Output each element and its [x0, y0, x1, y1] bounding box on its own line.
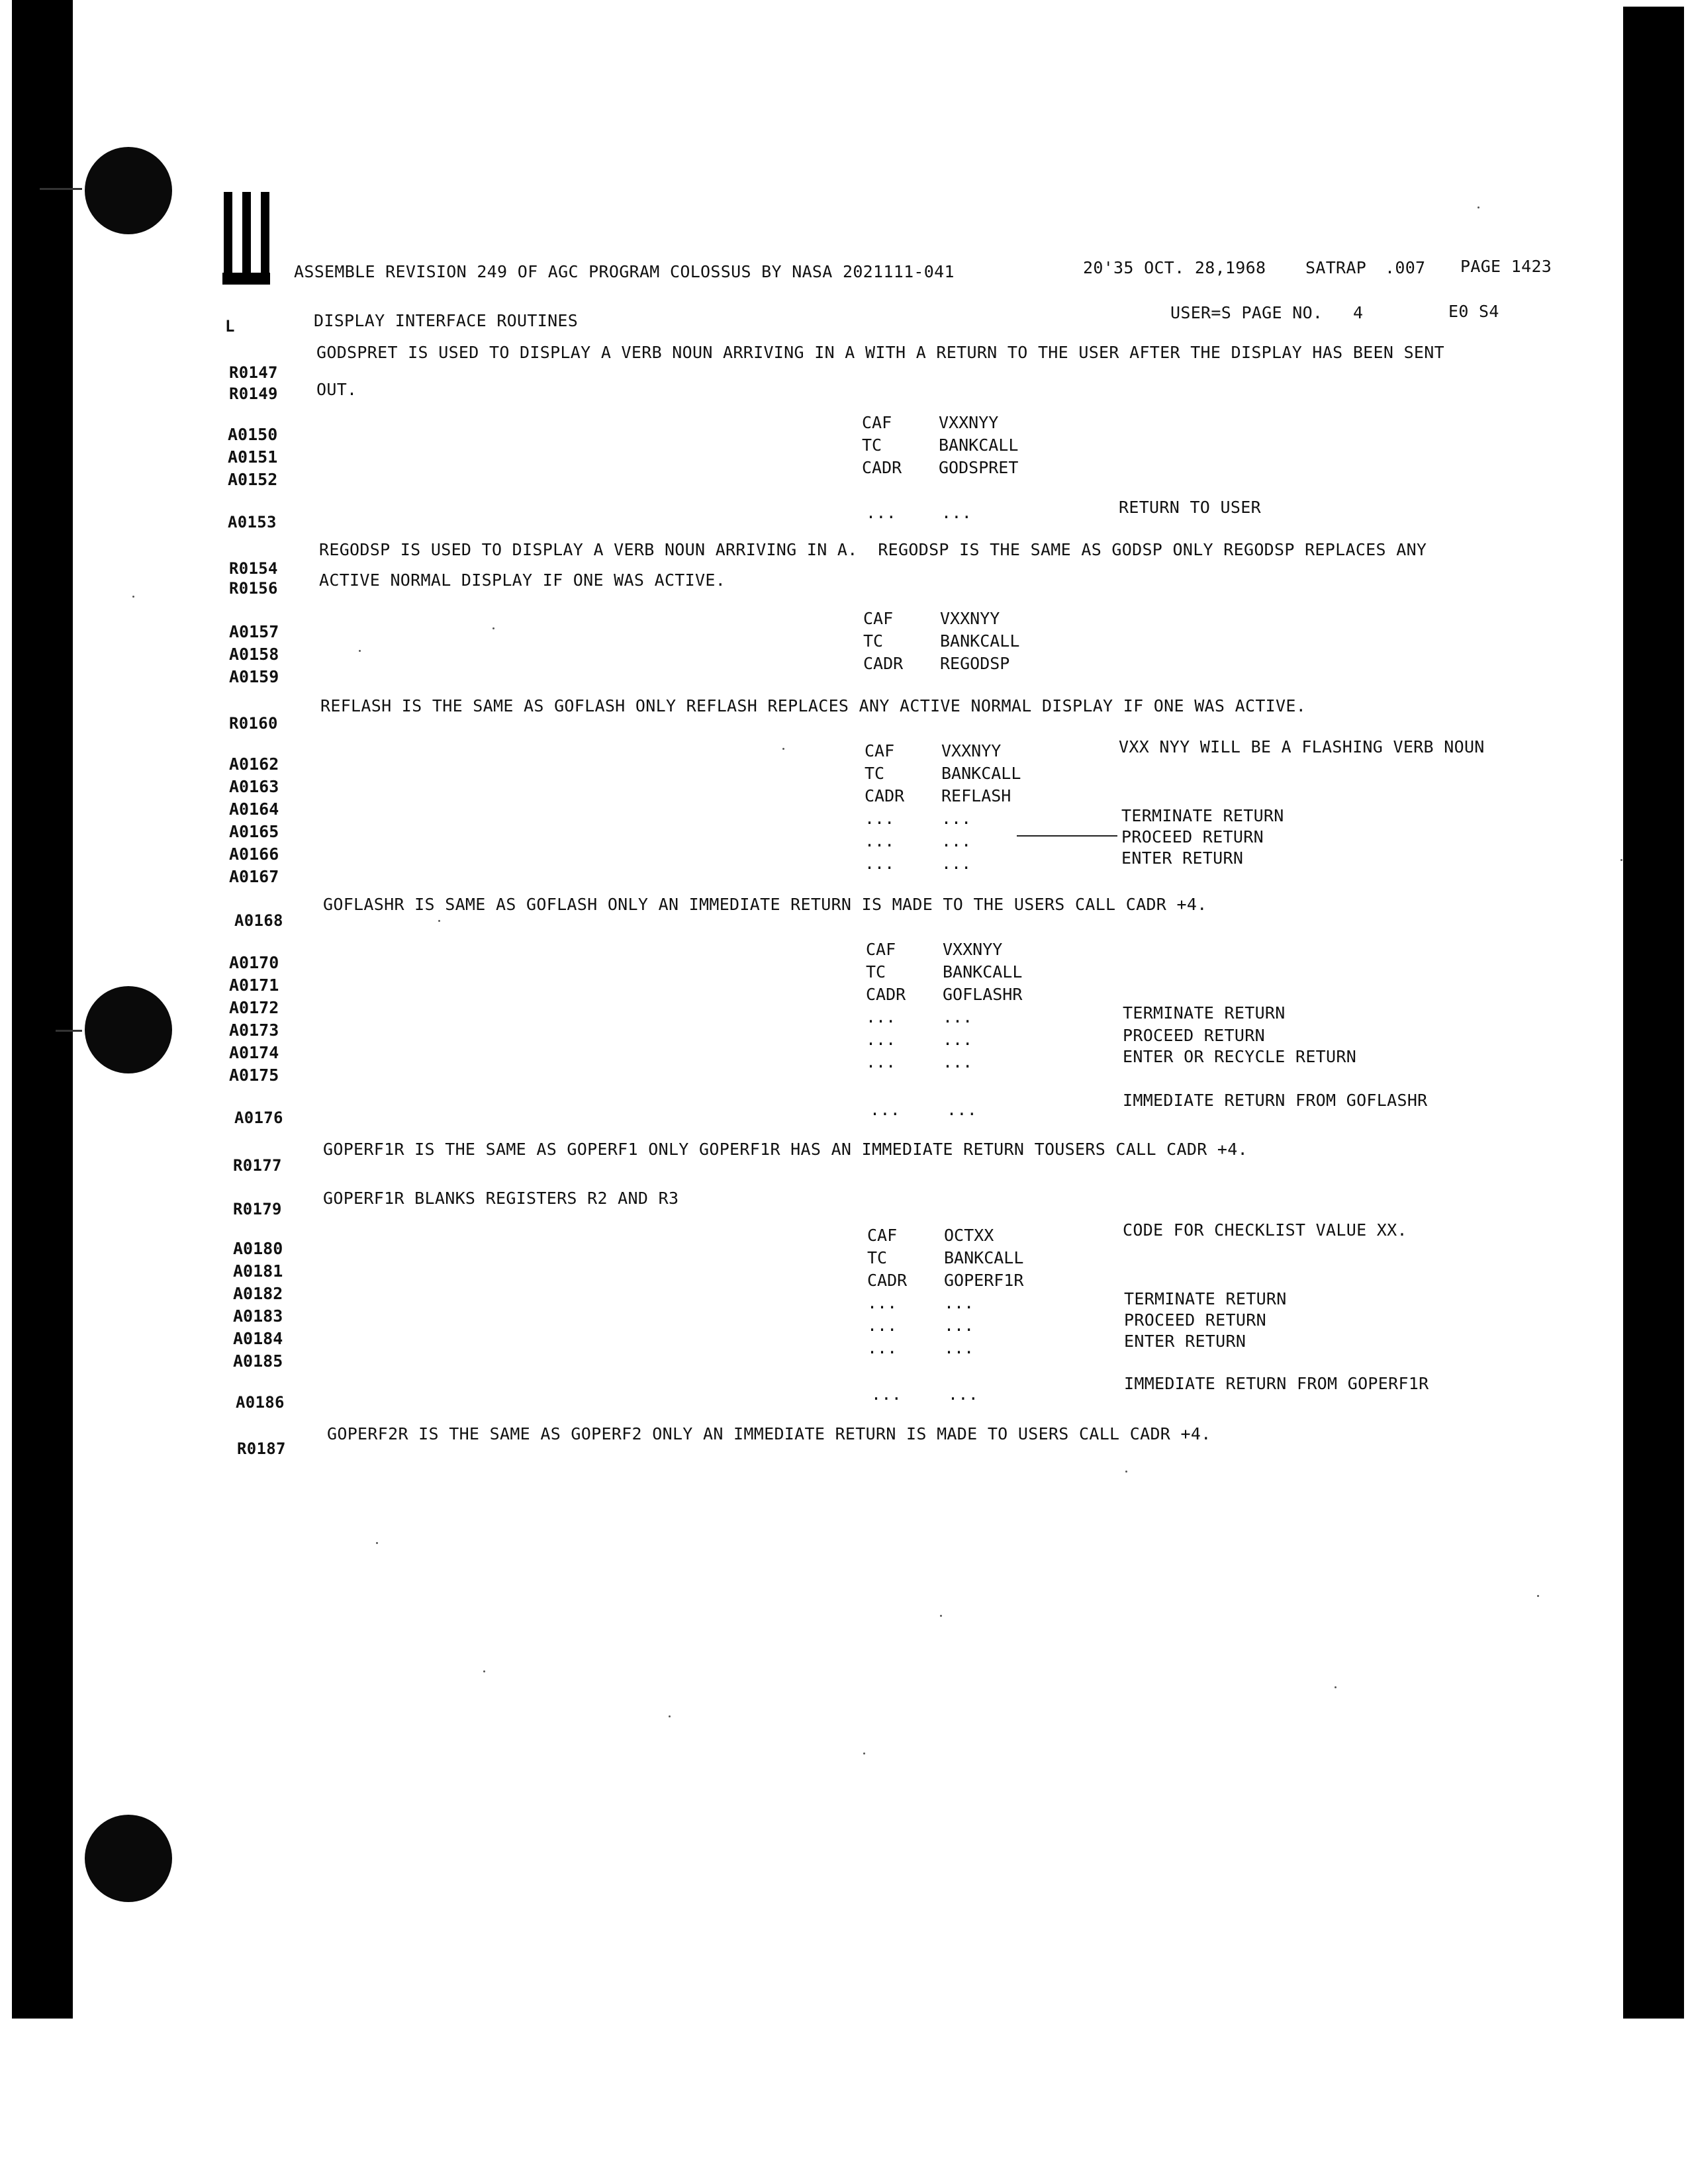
remark-text: GOPERF1R IS THE SAME AS GOPERF1 ONLY GOPERF1R HAS AN IMMEDIATE RETURN TOUSERS CALL CADR +4.: [323, 1140, 1248, 1159]
line-number-column: [228, 424, 277, 491]
line-number: A0174: [229, 1043, 279, 1062]
operand: BANKCALL: [939, 435, 1019, 455]
line-number: A0185: [233, 1351, 283, 1371]
opcode: ...: [867, 1338, 898, 1357]
section-title: DISPLAY INTERFACE ROUTINES: [314, 311, 579, 330]
remark-text: GODSPRET IS USED TO DISPLAY A VERB NOUN ARRIVING IN A WITH A RETURN TO THE USER AFTER THE DISPLAY HAS BEEN SENT: [316, 343, 1444, 362]
opcode: CAF: [867, 1226, 898, 1245]
scan-speck: [359, 650, 361, 652]
line-number: A0153: [228, 513, 277, 531]
opcode: ...: [866, 1007, 896, 1026]
operand: ...: [948, 1385, 979, 1404]
opcode-column: [866, 938, 906, 1073]
opcode: CADR: [863, 654, 904, 673]
opcode: ...: [867, 1316, 898, 1335]
code-comment: ENTER RETURN: [1121, 848, 1244, 868]
line-number: R0187: [237, 1439, 286, 1458]
operand: ...: [943, 1007, 973, 1026]
line-number: A0180: [233, 1239, 283, 1258]
header-satrap: SATRAP: [1305, 258, 1367, 277]
line-number: A0164: [229, 799, 279, 819]
operand: ...: [943, 1030, 973, 1049]
line-number: A0165: [229, 822, 279, 841]
line-number: R0149: [229, 385, 278, 403]
header-code: E0 S4: [1448, 302, 1499, 321]
opcode-column: [865, 740, 904, 875]
scan-speck: [1477, 206, 1479, 208]
operand-column: [941, 740, 1021, 875]
code-comment: RETURN TO USER: [1119, 498, 1261, 517]
remark-text: ACTIVE NORMAL DISPLAY IF ONE WAS ACTIVE.: [319, 570, 726, 590]
operand: REFLASH: [941, 786, 1011, 805]
operand: ...: [944, 1338, 974, 1357]
code-comment: ENTER OR RECYCLE RETURN: [1123, 1047, 1357, 1066]
opcode: CAF: [866, 940, 896, 959]
opcode: ...: [867, 1293, 898, 1312]
opcode-column: [863, 608, 903, 675]
code-comment: PROCEED RETURN: [1123, 1026, 1265, 1045]
opcode: CADR: [865, 786, 905, 805]
line-number: A0181: [233, 1261, 283, 1281]
line-number: A0182: [233, 1284, 283, 1303]
header-title: ASSEMBLE REVISION 249 OF AGC PROGRAM COLOSSUS BY NASA 2021111-041: [294, 262, 955, 281]
opcode: ...: [871, 1385, 902, 1404]
remark-text: REFLASH IS THE SAME AS GOFLASH ONLY REFLASH REPLACES ANY ACTIVE NORMAL DISPLAY IF ONE WAS ACTIVE.: [320, 696, 1307, 715]
code-comment: TERMINATE RETURN: [1121, 806, 1284, 825]
operand-column: [944, 1224, 1023, 1359]
code-comment: TERMINATE RETURN: [1124, 1289, 1287, 1308]
line-number-column: [229, 621, 279, 688]
opcode: ...: [870, 1100, 901, 1119]
opcode: TC: [866, 962, 886, 981]
scan-speck: [669, 1715, 671, 1717]
scan-speck: [863, 1752, 865, 1754]
punch-hole-bottom: [85, 1815, 172, 1902]
operand: VXXNYY: [941, 741, 1002, 760]
operand: BANKCALL: [941, 764, 1021, 783]
line-number: A0151: [228, 447, 278, 467]
operand: GODSPRET: [939, 458, 1019, 477]
punch-hole-top: [85, 147, 172, 234]
opcode: ...: [866, 1030, 896, 1049]
code-comment: ENTER RETURN: [1124, 1332, 1246, 1351]
line-number: R0160: [229, 714, 278, 733]
operand: VXXNYY: [940, 609, 1000, 628]
opcode: ...: [866, 503, 897, 522]
scan-speck: [940, 1615, 942, 1617]
line-number: A0184: [233, 1329, 283, 1348]
operand: ...: [941, 503, 972, 522]
scan-speck: [492, 627, 494, 629]
scan-speck: [132, 596, 134, 598]
line-number: A0172: [229, 998, 279, 1017]
operand: ...: [943, 1052, 973, 1071]
line-number: A0162: [229, 754, 279, 774]
barcode-foot: [222, 273, 270, 285]
operand: VXXNYY: [943, 940, 1003, 959]
line-number-column: [229, 753, 279, 888]
remark-text: GOPERF1R BLANKS REGISTERS R2 AND R3: [323, 1189, 679, 1208]
scan-border-left: [12, 0, 73, 2019]
scan-speck: [483, 1670, 485, 1672]
remark-text: GOPERF2R IS THE SAME AS GOPERF2 ONLY AN IMMEDIATE RETURN IS MADE TO USERS CALL CADR +4.: [327, 1424, 1211, 1443]
scan-border-right: [1623, 7, 1684, 2019]
opcode: TC: [867, 1248, 888, 1267]
code-comment: CODE FOR CHECKLIST VALUE XX.: [1123, 1220, 1407, 1240]
line-number: A0170: [229, 953, 279, 972]
opcode: CADR: [867, 1271, 908, 1290]
line-number: A0157: [229, 622, 279, 641]
code-comment: VXX NYY WILL BE A FLASHING VERB NOUN: [1119, 737, 1485, 756]
line-number: R0177: [233, 1156, 282, 1175]
remark-text: GOFLASHR IS SAME AS GOFLASH ONLY AN IMMEDIATE RETURN IS MADE TO THE USERS CALL CADR +4.: [323, 895, 1207, 914]
scan-mark: [40, 188, 82, 190]
opcode: TC: [863, 631, 884, 651]
operand: ...: [947, 1100, 978, 1119]
scan-speck: [1620, 859, 1622, 861]
line-number: A0176: [234, 1109, 283, 1127]
pencil-underline: [1017, 835, 1117, 837]
code-comment: IMMEDIATE RETURN FROM GOFLASHR: [1123, 1091, 1428, 1110]
line-number: A0175: [229, 1066, 279, 1085]
line-number: A0152: [228, 470, 278, 489]
opcode: ...: [865, 854, 895, 873]
line-number: A0168: [234, 911, 283, 930]
punch-hole-middle: [85, 986, 172, 1073]
scan-speck: [376, 1542, 378, 1544]
header-page: PAGE 1423: [1460, 257, 1552, 276]
line-number: A0167: [229, 867, 279, 886]
header-time: 20'35 OCT. 28,1968: [1083, 258, 1266, 277]
line-number: A0171: [229, 976, 279, 995]
line-number: A0158: [229, 645, 279, 664]
opcode: ...: [866, 1052, 896, 1071]
operand: OCTXX: [944, 1226, 994, 1245]
code-comment: PROCEED RETURN: [1124, 1310, 1266, 1330]
operand-column: [939, 412, 1018, 479]
operand: ...: [944, 1316, 974, 1335]
code-comment: PROCEED RETURN: [1121, 827, 1264, 846]
opcode: CAF: [862, 413, 892, 432]
operand: GOFLASHR: [943, 985, 1023, 1004]
line-number-column: [229, 952, 279, 1087]
scan-speck: [782, 748, 784, 750]
opcode: CAF: [863, 609, 894, 628]
remark-text: REGODSP IS USED TO DISPLAY A VERB NOUN ARRIVING IN A. REGODSP IS THE SAME AS GODSP ONLY REGODSP REPLACES ANY: [319, 540, 1427, 559]
opcode-column: [867, 1224, 907, 1359]
opcode: CAF: [865, 741, 895, 760]
operand-column: [940, 608, 1019, 675]
operand-column: [943, 938, 1022, 1073]
operand: GOPERF1R: [944, 1271, 1024, 1290]
opcode: TC: [862, 435, 882, 455]
operand: BANKCALL: [943, 962, 1023, 981]
line-number: A0173: [229, 1021, 279, 1040]
line-number: A0166: [229, 844, 279, 864]
line-number: R0147: [229, 363, 278, 382]
line-number: R0179: [233, 1200, 282, 1218]
scan-speck: [1537, 1595, 1539, 1597]
barcode-mark: [224, 192, 277, 278]
opcode: TC: [865, 764, 885, 783]
opcode-column: [862, 412, 902, 479]
remark-text: OUT.: [316, 380, 357, 399]
scan-speck: [1335, 1686, 1336, 1688]
scan-mark: [56, 1030, 82, 1032]
operand: ...: [941, 854, 972, 873]
opcode: CADR: [866, 985, 906, 1004]
line-number: A0150: [228, 425, 278, 444]
line-number: A0163: [229, 777, 279, 796]
opcode: CADR: [862, 458, 902, 477]
opcode: ...: [865, 809, 895, 828]
scan-speck: [1125, 1471, 1127, 1473]
code-comment: IMMEDIATE RETURN FROM GOPERF1R: [1124, 1374, 1429, 1393]
operand: REGODSP: [940, 654, 1010, 673]
type-marker: L: [225, 317, 235, 336]
line-number: A0186: [236, 1393, 285, 1412]
scan-speck: [438, 920, 440, 922]
code-comment: TERMINATE RETURN: [1123, 1003, 1286, 1023]
line-number: A0183: [233, 1306, 283, 1326]
users-page-label: USER=S PAGE NO.: [1170, 303, 1323, 322]
operand: BANKCALL: [940, 631, 1020, 651]
operand: ...: [944, 1293, 974, 1312]
line-number: R0154: [229, 559, 278, 578]
operand: VXXNYY: [939, 413, 999, 432]
opcode: ...: [865, 831, 895, 850]
line-number-column: [233, 1238, 283, 1373]
line-number: A0159: [229, 667, 279, 686]
operand: BANKCALL: [944, 1248, 1024, 1267]
header-version: .007: [1385, 258, 1426, 277]
operand: ...: [941, 831, 972, 850]
line-number: R0156: [229, 579, 278, 598]
operand: ...: [941, 809, 972, 828]
users-page-number: 4: [1353, 303, 1364, 322]
